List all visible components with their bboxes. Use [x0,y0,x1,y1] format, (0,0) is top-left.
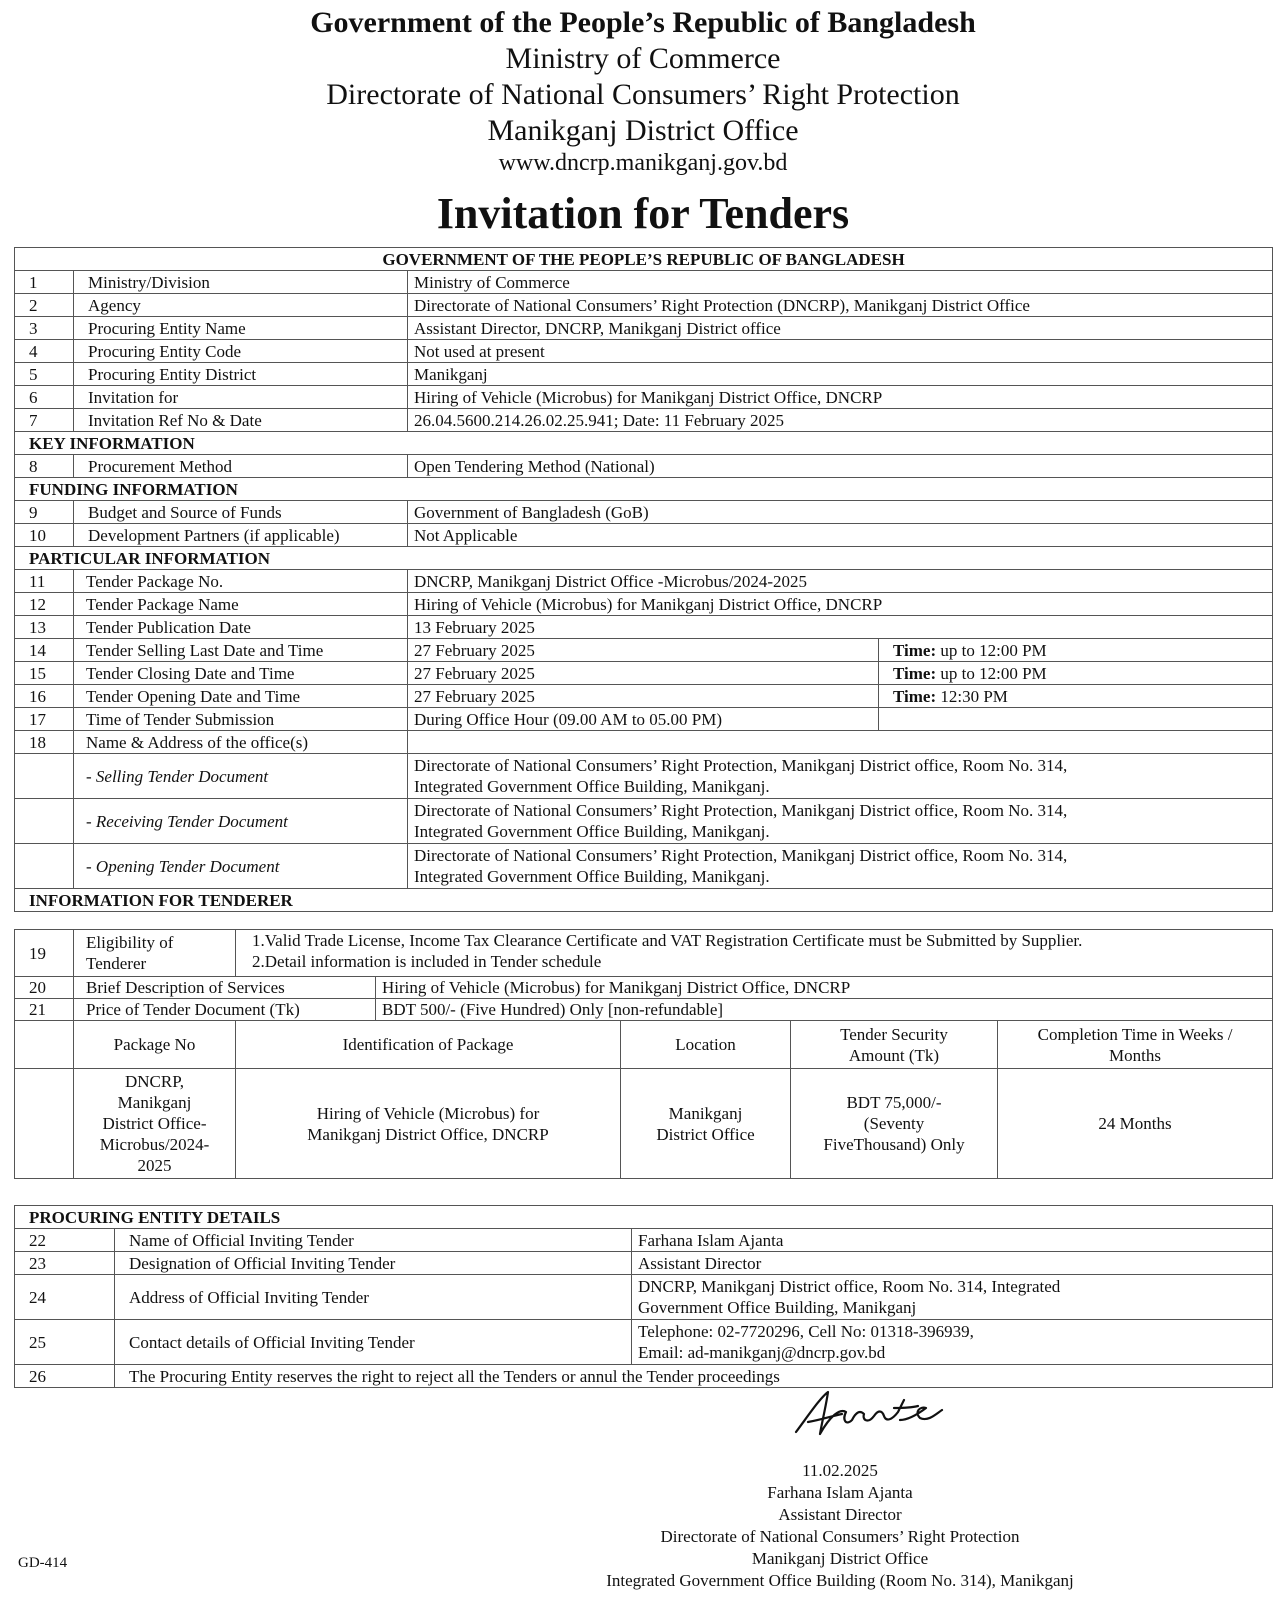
table-row: 2 Agency Directorate of National Consumers’ Right Protection (DNCRP), Manikganj District Office [15,294,1273,317]
document-code: GD-414 [18,1555,68,1571]
tender-table-tenderer [14,929,1273,1179]
col-completion-time: Completion Time in Weeks / Months [998,1021,1273,1069]
table-row: 4 Procuring Entity Code Not used at present [15,340,1273,363]
email-link[interactable]: Email: ad-manikganj@dncrp.gov.bd [638,1343,886,1362]
col-identification: Identification of Package [236,1021,621,1069]
package-header-row [15,1021,1273,1069]
table-row: 23 Designation of Official Inviting Tender Assistant Director [15,1252,1273,1275]
table-row: 9 Budget and Source of Funds Government of Bangladesh (GoB) [15,501,1273,524]
section-particular-information: PARTICULAR INFORMATION [15,547,1273,570]
time-value: up to 12:00 PM [936,663,1047,683]
table-row: 26 The Procuring Entity reserves the right to reject all the Tenders or annul the Tender proceedings [15,1365,1273,1388]
time-label: Time: [893,686,937,706]
section-funding-information: FUNDING INFORMATION [15,478,1273,501]
col-tender-security: Tender Security Amount (Tk) [791,1021,998,1069]
table-row: 12 Tender Package Name Hiring of Vehicle (Microbus) for Manikganj District Office, DNCRP [15,593,1273,616]
signer-name: Farhana Islam Ajanta [767,1483,913,1502]
signer-org: Directorate of National Consumers’ Right Protection [660,1527,1020,1546]
office-name: Manikganj District Office [487,114,799,147]
signer-address: Integrated Government Office Building (Room No. 314), Manikganj [606,1571,1074,1590]
signer-designation: Assistant Director [778,1505,902,1524]
table-row: 18 Name & Address of the office(s) [15,731,1273,754]
col-package-no: Package No [74,1021,236,1069]
office-row: - Selling Tender Document Directorate of National Consumers’ Right Protection, Manikganj District office, Room No. 314, Integrated Government Office Building, Manikganj. [15,754,1273,799]
table-row: 5 Procuring Entity District Manikganj [15,363,1273,386]
table-row: 8 Procurement Method Open Tendering Method (National) [15,455,1273,478]
table-row: 20 Brief Description of Services Hiring of Vehicle (Microbus) for Manikganj District Office, DNCRP [15,977,1273,999]
table-row: 6 Invitation for Hiring of Vehicle (Microbus) for Manikganj District Office, DNCRP [15,386,1273,409]
section-key-information: KEY INFORMATION [15,432,1273,455]
time-label: Time: [893,663,937,683]
table-row: 11 Tender Package No. DNCRP, Manikganj District Office -Microbus/2024-2025 [15,570,1273,593]
website-link[interactable]: www.dncrp.manikganj.gov.bd [498,150,788,176]
table-heading: GOVERNMENT OF THE PEOPLE’S REPUBLIC OF BANGLADESH [15,248,1273,271]
table-row: 15 Tender Closing Date and Time 27 February 2025 Time: up to 12:00 PM [15,662,1273,685]
signature-date: 11.02.2025 [802,1461,878,1480]
tender-table-main [14,247,1273,912]
table-row: 13 Tender Publication Date 13 February 2025 [15,616,1273,639]
table-row: 17 Time of Tender Submission During Office Hour (09.00 AM to 05.00 PM) [15,708,1273,731]
time-value: up to 12:00 PM [936,640,1047,660]
govt-title: Government of the People’s Republic of Bangladesh [310,6,976,39]
ministry-name: Ministry of Commerce [505,42,781,75]
table-row: 7 Invitation Ref No & Date 26.04.5600.214.26.02.25.941; Date: 11 February 2025 [15,409,1273,432]
time-value: 12:30 PM [936,686,1008,706]
signer-office: Manikganj District Office [751,1549,929,1568]
tender-table-procuring [14,1205,1273,1388]
page-title: Invitation for Tenders [436,189,850,238]
directorate-name: Directorate of National Consumers’ Right Protection [326,78,960,111]
time-label: Time: [893,640,937,660]
section-information-for-tenderer: INFORMATION FOR TENDERER [15,889,1273,912]
col-location: Location [621,1021,791,1069]
table-row: 24 Address of Official Inviting Tender DNCRP, Manikganj District office, Room No. 314, Integrated Government Office Building, Manikganj [15,1275,1273,1320]
section-procuring-entity-details: PROCURING ENTITY DETAILS [15,1206,1273,1229]
table-row: 21 Price of Tender Document (Tk) BDT 500/- (Five Hundred) Only [non-refundable] [15,999,1273,1021]
signature-image [790,1386,950,1446]
table-row: 19 Eligibility of Tenderer 1.Valid Trade License, Income Tax Clearance Certificate and VAT Registration Certificate must be Submitted by Supplier. 2.Detail information is included in Tender schedule [15,930,1273,977]
table-row: 3 Procuring Entity Name Assistant Director, DNCRP, Manikganj District office [15,317,1273,340]
table-row: 14 Tender Selling Last Date and Time 27 February 2025 Time: up to 12:00 PM [15,639,1273,662]
office-row: - Opening Tender Document Directorate of National Consumers’ Right Protection, Manikganj District office, Room No. 314, Integrated Government Office Building, Manikganj. [15,844,1273,889]
table-row: 16 Tender Opening Date and Time 27 February 2025 Time: 12:30 PM [15,685,1273,708]
package-row: DNCRP, Manikganj District Office- Microbus/2024- 2025 Hiring of Vehicle (Microbus) for Manikganj District Office, DNCRP Manikganj District Office BDT 75,000/- (Seventy FiveThousand) Only 24 Months [15,1069,1273,1179]
table-row: 22 Name of Official Inviting Tender Farhana Islam Ajanta [15,1229,1273,1252]
table-row: 1 Ministry/Division Ministry of Commerce [15,271,1273,294]
table-row: 25 Contact details of Official Inviting Tender Telephone: 02-7720296, Cell No: 01318-396939, Email: ad-manikganj@dncrp.gov.bd [15,1320,1273,1365]
table-row: 10 Development Partners (if applicable) Not Applicable [15,524,1273,547]
office-row: - Receiving Tender Document Directorate of National Consumers’ Right Protection, Manikganj District office, Room No. 314, Integrated Government Office Building, Manikganj. [15,799,1273,844]
